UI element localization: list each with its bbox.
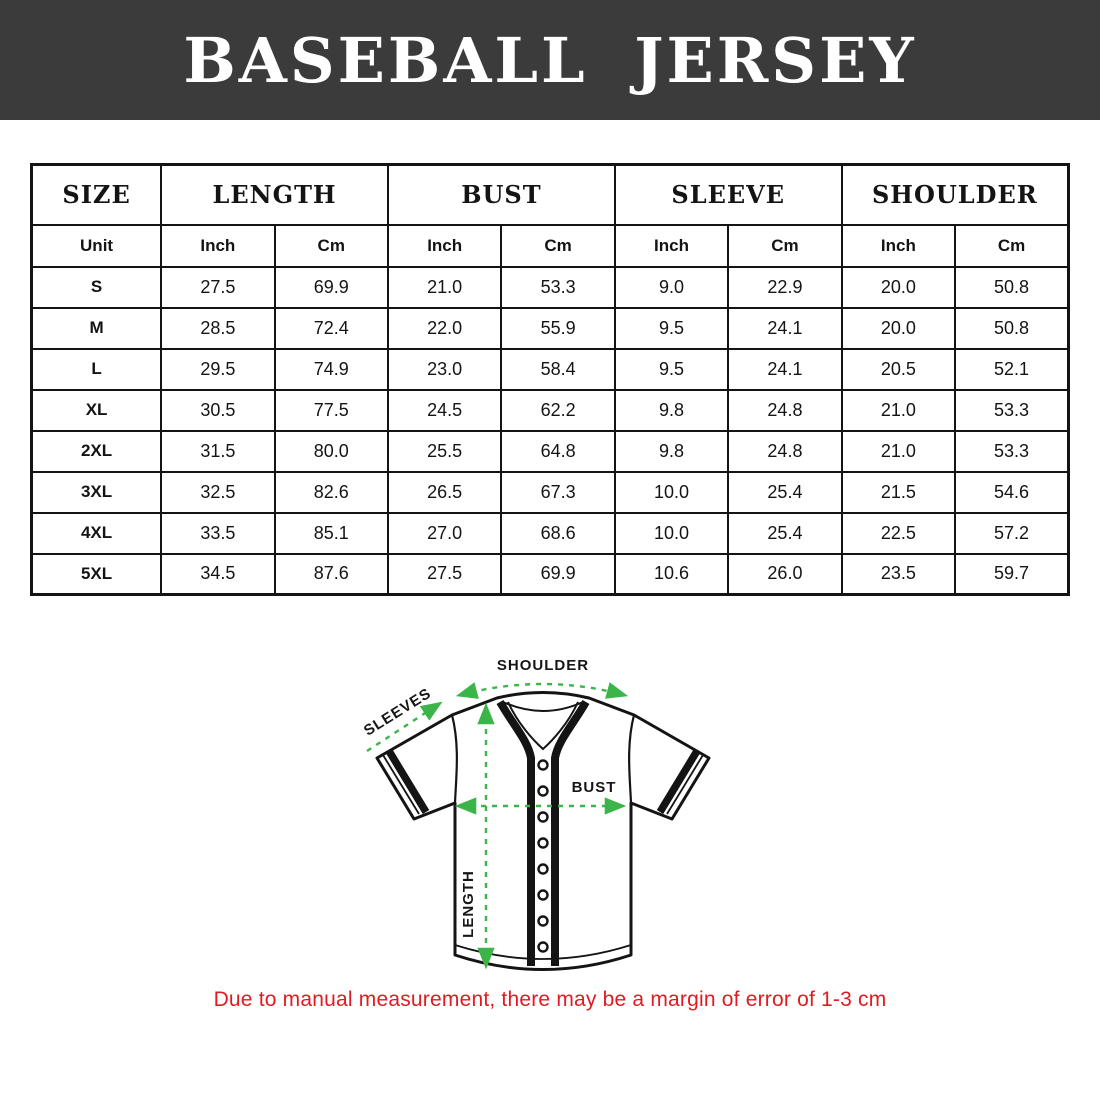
table-row — [32, 349, 1069, 390]
shoulder-label: SHOULDER — [496, 657, 590, 674]
value-cell: 22.0 — [388, 308, 501, 349]
size-cell: S — [32, 267, 162, 308]
jersey-diagram-svg — [330, 646, 756, 998]
value-cell: 50.8 — [955, 267, 1068, 308]
value-cell: 80.0 — [275, 431, 388, 472]
value-cell: 24.1 — [728, 349, 841, 390]
value-cell: 85.1 — [275, 513, 388, 554]
value-cell: 29.5 — [161, 349, 274, 390]
unit-row — [32, 225, 1069, 267]
value-cell: 30.5 — [161, 390, 274, 431]
unit-cell: Inch — [842, 225, 955, 267]
value-cell: 25.4 — [728, 513, 841, 554]
value-cell: 77.5 — [275, 390, 388, 431]
unit-cell: Inch — [161, 225, 274, 267]
value-cell: 9.0 — [615, 267, 728, 308]
unit-cell: Cm — [501, 225, 614, 267]
value-cell: 50.8 — [955, 308, 1068, 349]
column-header-shoulder: SHOULDER — [842, 165, 1069, 225]
table-row — [32, 554, 1069, 595]
value-cell: 32.5 — [161, 472, 274, 513]
value-cell: 28.5 — [161, 308, 274, 349]
sleeves-label: SLEEVES — [360, 684, 435, 740]
value-cell: 21.0 — [388, 267, 501, 308]
unit-cell: Inch — [615, 225, 728, 267]
jersey-outline — [377, 693, 709, 970]
value-cell: 82.6 — [275, 472, 388, 513]
size-cell: L — [32, 349, 162, 390]
unit-cell: Cm — [955, 225, 1068, 267]
column-header-sleeve: SLEEVE — [615, 165, 842, 225]
size-cell: 3XL — [32, 472, 162, 513]
value-cell: 52.1 — [955, 349, 1068, 390]
value-cell: 24.1 — [728, 308, 841, 349]
value-cell: 67.3 — [501, 472, 614, 513]
value-cell: 26.5 — [388, 472, 501, 513]
header-banner — [0, 0, 1100, 120]
value-cell: 22.5 — [842, 513, 955, 554]
value-cell: 24.8 — [728, 390, 841, 431]
value-cell: 69.9 — [501, 554, 614, 595]
table-row — [32, 267, 1069, 308]
unit-cell: Inch — [388, 225, 501, 267]
value-cell: 68.6 — [501, 513, 614, 554]
unit-cell: Cm — [275, 225, 388, 267]
value-cell: 74.9 — [275, 349, 388, 390]
unit-cell: Cm — [728, 225, 841, 267]
table-row — [32, 431, 1069, 472]
size-cell: 5XL — [32, 554, 162, 595]
value-cell: 21.5 — [842, 472, 955, 513]
size-cell: 2XL — [32, 431, 162, 472]
value-cell: 10.0 — [615, 513, 728, 554]
table-row — [32, 513, 1069, 554]
value-cell: 9.5 — [615, 308, 728, 349]
value-cell: 9.8 — [615, 431, 728, 472]
value-cell: 20.5 — [842, 349, 955, 390]
value-cell: 64.8 — [501, 431, 614, 472]
bust-label: BUST — [571, 779, 617, 796]
value-cell: 24.5 — [388, 390, 501, 431]
value-cell: 25.4 — [728, 472, 841, 513]
size-table-body — [32, 267, 1069, 595]
value-cell: 24.8 — [728, 431, 841, 472]
value-cell: 21.0 — [842, 431, 955, 472]
value-cell: 33.5 — [161, 513, 274, 554]
value-cell: 27.0 — [388, 513, 501, 554]
value-cell: 20.0 — [842, 308, 955, 349]
group-header-row — [32, 165, 1069, 225]
value-cell: 53.3 — [955, 390, 1068, 431]
value-cell: 34.5 — [161, 554, 274, 595]
value-cell: 27.5 — [161, 267, 274, 308]
value-cell: 27.5 — [388, 554, 501, 595]
value-cell: 57.2 — [955, 513, 1068, 554]
value-cell: 69.9 — [275, 267, 388, 308]
value-cell: 21.0 — [842, 390, 955, 431]
value-cell: 87.6 — [275, 554, 388, 595]
value-cell: 25.5 — [388, 431, 501, 472]
value-cell: 22.9 — [728, 267, 841, 308]
value-cell: 54.6 — [955, 472, 1068, 513]
value-cell: 59.7 — [955, 554, 1068, 595]
value-cell: 9.5 — [615, 349, 728, 390]
size-cell: 4XL — [32, 513, 162, 554]
value-cell: 10.0 — [615, 472, 728, 513]
measurement-disclaimer: Due to manual measurement, there may be a margin of error of 1-3 cm — [213, 988, 887, 1011]
value-cell: 23.0 — [388, 349, 501, 390]
value-cell: 23.5 — [842, 554, 955, 595]
value-cell: 53.3 — [501, 267, 614, 308]
length-label: LENGTH — [460, 870, 477, 938]
column-header-bust: BUST — [388, 165, 615, 225]
value-cell: 31.5 — [161, 431, 274, 472]
size-cell: M — [32, 308, 162, 349]
column-header-size: SIZE — [32, 165, 162, 225]
table-row — [32, 308, 1069, 349]
value-cell: 55.9 — [501, 308, 614, 349]
value-cell: 10.6 — [615, 554, 728, 595]
size-cell: XL — [32, 390, 162, 431]
unit-cell: Unit — [32, 225, 162, 267]
value-cell: 62.2 — [501, 390, 614, 431]
value-cell: 20.0 — [842, 267, 955, 308]
value-cell: 58.4 — [501, 349, 614, 390]
value-cell: 9.8 — [615, 390, 728, 431]
column-header-length: LENGTH — [161, 165, 388, 225]
jersey-measurement-diagram — [330, 646, 756, 998]
value-cell: 53.3 — [955, 431, 1068, 472]
size-chart-table — [30, 163, 1070, 596]
page-title: BASEBALL JERSEY — [183, 23, 917, 97]
table-row — [32, 390, 1069, 431]
value-cell: 26.0 — [728, 554, 841, 595]
table-row — [32, 472, 1069, 513]
value-cell: 72.4 — [275, 308, 388, 349]
